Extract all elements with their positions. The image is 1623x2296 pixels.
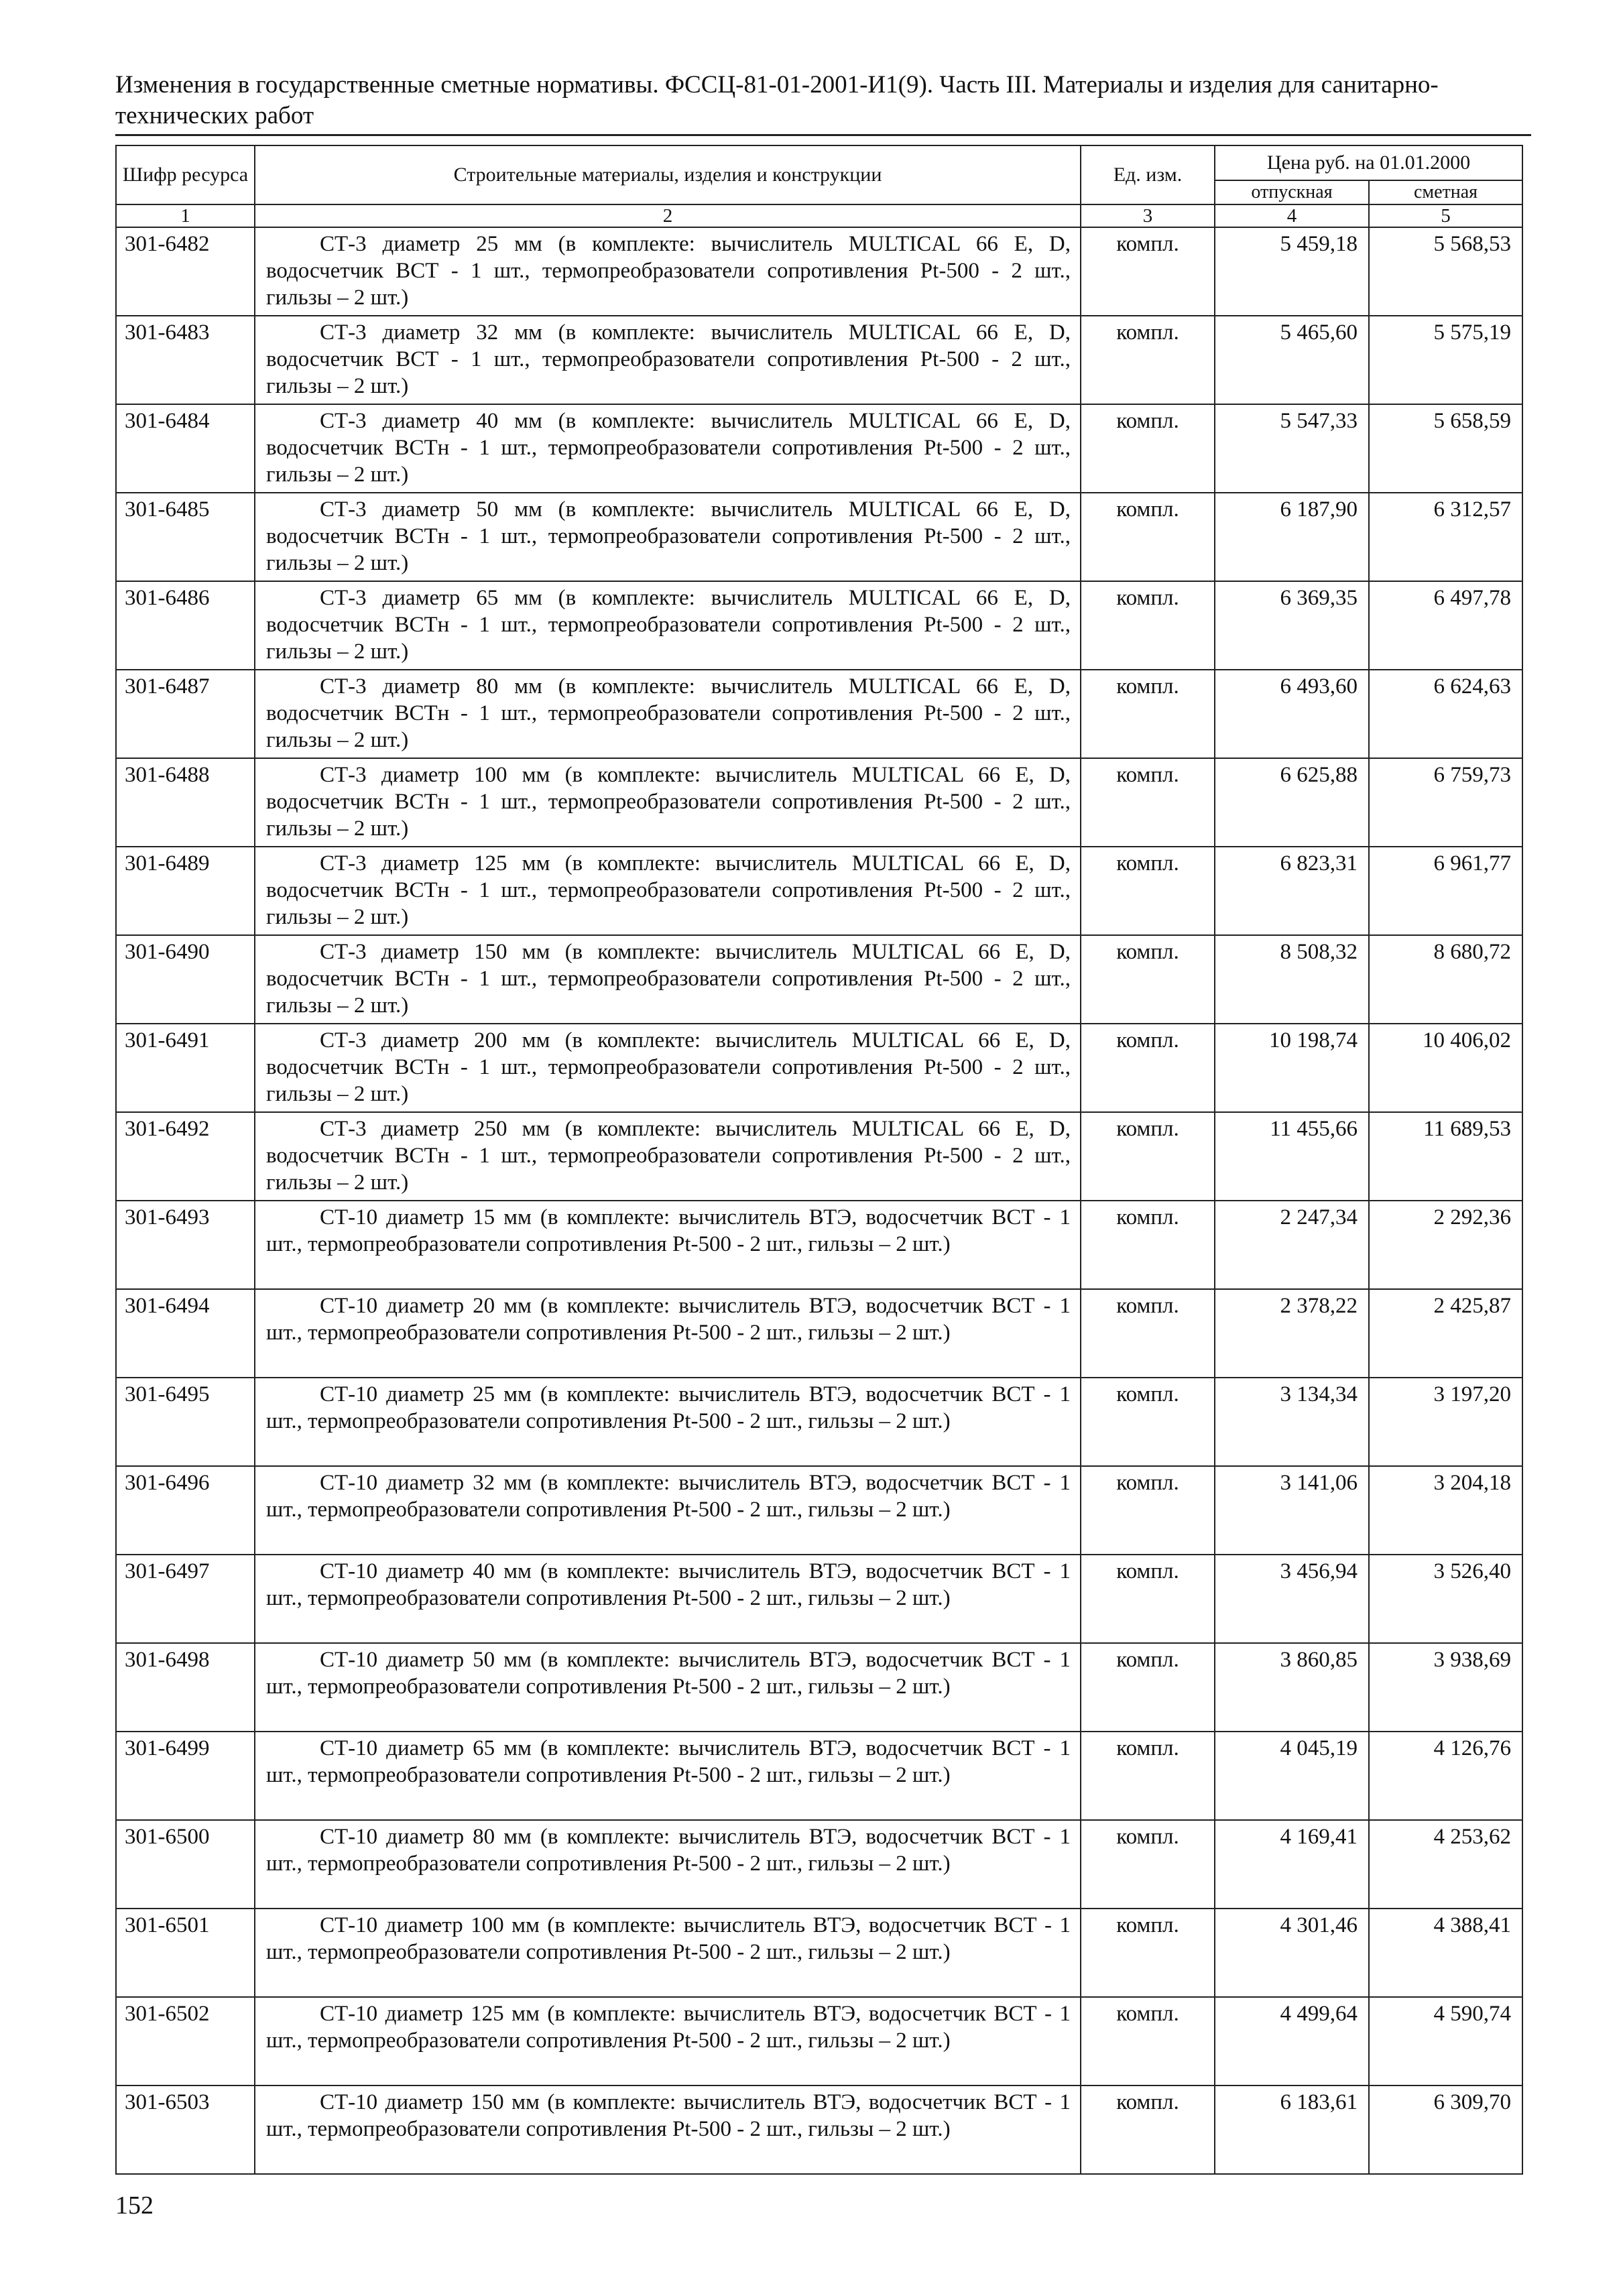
release-price: 2 247,34 [1215,1201,1369,1289]
material-description: СТ-3 диаметр 80 мм (в комплекте: вычислитель MULTICAL 66 E, D, водосчетчик ВСТн - 1 шт., термопреобразователи сопротивления Pt-500 - 2 шт., гильзы – 2 шт.) [255,670,1081,758]
unit-of-measure: компл. [1081,493,1215,581]
estimate-price: 6 497,78 [1369,581,1522,670]
resource-code: 301-6494 [116,1289,255,1378]
unit-of-measure: компл. [1081,1466,1215,1555]
estimate-price: 6 309,70 [1369,2086,1522,2174]
release-price: 5 465,60 [1215,316,1369,404]
estimate-price: 2 425,87 [1369,1289,1522,1378]
table-row [116,1820,1522,1909]
estimate-price: 3 197,20 [1369,1378,1522,1466]
unit-of-measure: компл. [1081,935,1215,1024]
estimate-price: 6 961,77 [1369,847,1522,935]
unit-of-measure: компл. [1081,1112,1215,1201]
table-row [116,1997,1522,2086]
release-price: 4 301,46 [1215,1909,1369,1997]
release-price: 6 493,60 [1215,670,1369,758]
estimate-price: 4 126,76 [1369,1732,1522,1820]
unit-of-measure: компл. [1081,581,1215,670]
material-description: СТ-10 диаметр 15 мм (в комплекте: вычислитель ВТЭ, водосчетчик ВСТ - 1 шт., термопреобразователи сопротивления Pt-500 - 2 шт., гильзы – 2 шт.) [255,1201,1081,1289]
price-table [115,145,1523,2175]
estimate-price: 11 689,53 [1369,1112,1522,1201]
resource-code: 301-6496 [116,1466,255,1555]
release-price: 4 045,19 [1215,1732,1369,1820]
column-number: 2 [255,204,1081,227]
release-price: 4 499,64 [1215,1997,1369,2086]
resource-code: 301-6483 [116,316,255,404]
table-row [116,1732,1522,1820]
unit-of-measure: компл. [1081,316,1215,404]
estimate-price: 2 292,36 [1369,1201,1522,1289]
estimate-price: 5 658,59 [1369,404,1522,493]
material-description: СТ-10 диаметр 32 мм (в комплекте: вычислитель ВТЭ, водосчетчик ВСТ - 1 шт., термопреобразователи сопротивления Pt-500 - 2 шт., гильзы – 2 шт.) [255,1466,1081,1555]
resource-code: 301-6501 [116,1909,255,1997]
table-row [116,1555,1522,1643]
resource-code: 301-6503 [116,2086,255,2174]
material-description: СТ-3 диаметр 125 мм (в комплекте: вычислитель MULTICAL 66 E, D, водосчетчик ВСТн - 1 шт., термопреобразователи сопротивления Pt-500 - 2 шт., гильзы – 2 шт.) [255,847,1081,935]
resource-code: 301-6500 [116,1820,255,1909]
material-description: СТ-10 диаметр 25 мм (в комплекте: вычислитель ВТЭ, водосчетчик ВСТ - 1 шт., термопреобразователи сопротивления Pt-500 - 2 шт., гильзы – 2 шт.) [255,1378,1081,1466]
estimate-price: 4 253,62 [1369,1820,1522,1909]
estimate-price: 8 680,72 [1369,935,1522,1024]
resource-code: 301-6492 [116,1112,255,1201]
table-row [116,581,1522,670]
release-price: 3 456,94 [1215,1555,1369,1643]
header-description: Строительные материалы, изделия и конструкции [255,145,1081,204]
resource-code: 301-6489 [116,847,255,935]
table-row [116,1112,1522,1201]
release-price: 2 378,22 [1215,1289,1369,1378]
unit-of-measure: компл. [1081,1201,1215,1289]
estimate-price: 6 624,63 [1369,670,1522,758]
column-number: 3 [1081,204,1215,227]
material-description: СТ-3 диаметр 100 мм (в комплекте: вычислитель MULTICAL 66 E, D, водосчетчик ВСТн - 1 шт., термопреобразователи сопротивления Pt-500 - 2 шт., гильзы – 2 шт.) [255,758,1081,847]
material-description: СТ-3 диаметр 250 мм (в комплекте: вычислитель MULTICAL 66 E, D, водосчетчик ВСТн - 1 шт., термопреобразователи сопротивления Pt-500 - 2 шт., гильзы – 2 шт.) [255,1112,1081,1201]
release-price: 5 459,18 [1215,227,1369,316]
estimate-price: 4 388,41 [1369,1909,1522,1997]
column-numbers-row [116,204,1522,227]
table-row [116,1466,1522,1555]
resource-code: 301-6498 [116,1643,255,1732]
material-description: СТ-10 диаметр 100 мм (в комплекте: вычислитель ВТЭ, водосчетчик ВСТ - 1 шт., термопреобразователи сопротивления Pt-500 - 2 шт., гильзы – 2 шт.) [255,1909,1081,1997]
release-price: 4 169,41 [1215,1820,1369,1909]
estimate-price: 6 759,73 [1369,758,1522,847]
unit-of-measure: компл. [1081,1997,1215,2086]
release-price: 6 625,88 [1215,758,1369,847]
column-number: 5 [1369,204,1522,227]
release-price: 3 134,34 [1215,1378,1369,1466]
page-number: 152 [115,2191,154,2220]
unit-of-measure: компл. [1081,758,1215,847]
table-row [116,316,1522,404]
resource-code: 301-6482 [116,227,255,316]
resource-code: 301-6499 [116,1732,255,1820]
estimate-price: 10 406,02 [1369,1024,1522,1112]
resource-code: 301-6497 [116,1555,255,1643]
release-price: 3 141,06 [1215,1466,1369,1555]
material-description: СТ-3 диаметр 200 мм (в комплекте: вычислитель MULTICAL 66 E, D, водосчетчик ВСТн - 1 шт., термопреобразователи сопротивления Pt-500 - 2 шт., гильзы – 2 шт.) [255,1024,1081,1112]
table-row [116,1378,1522,1466]
unit-of-measure: компл. [1081,1378,1215,1466]
estimate-price: 5 568,53 [1369,227,1522,316]
table-row [116,404,1522,493]
table-row [116,227,1522,316]
material-description: СТ-10 диаметр 150 мм (в комплекте: вычислитель ВТЭ, водосчетчик ВСТ - 1 шт., термопреобразователи сопротивления Pt-500 - 2 шт., гильзы – 2 шт.) [255,2086,1081,2174]
release-price: 3 860,85 [1215,1643,1369,1732]
estimate-price: 3 938,69 [1369,1643,1522,1732]
table-header [116,145,1522,227]
table-row [116,758,1522,847]
unit-of-measure: компл. [1081,1820,1215,1909]
unit-of-measure: компл. [1081,404,1215,493]
material-description: СТ-10 диаметр 40 мм (в комплекте: вычислитель ВТЭ, водосчетчик ВСТ - 1 шт., термопреобразователи сопротивления Pt-500 - 2 шт., гильзы – 2 шт.) [255,1555,1081,1643]
column-number: 1 [116,204,255,227]
unit-of-measure: компл. [1081,1289,1215,1378]
table-row [116,847,1522,935]
header-unit: Ед. изм. [1081,145,1215,204]
release-price: 8 508,32 [1215,935,1369,1024]
estimate-price: 3 526,40 [1369,1555,1522,1643]
release-price: 6 369,35 [1215,581,1369,670]
resource-code: 301-6495 [116,1378,255,1466]
unit-of-measure: компл. [1081,1643,1215,1732]
table-row [116,1643,1522,1732]
table-row [116,1201,1522,1289]
release-price: 10 198,74 [1215,1024,1369,1112]
estimate-price: 3 204,18 [1369,1466,1522,1555]
table-row [116,493,1522,581]
unit-of-measure: компл. [1081,1024,1215,1112]
table-row [116,2086,1522,2174]
release-price: 5 547,33 [1215,404,1369,493]
column-number: 4 [1215,204,1369,227]
material-description: СТ-10 диаметр 80 мм (в комплекте: вычислитель ВТЭ, водосчетчик ВСТ - 1 шт., термопреобразователи сопротивления Pt-500 - 2 шт., гильзы – 2 шт.) [255,1820,1081,1909]
unit-of-measure: компл. [1081,1732,1215,1820]
resource-code: 301-6502 [116,1997,255,2086]
header-divider [115,134,1531,136]
resource-code: 301-6487 [116,670,255,758]
unit-of-measure: компл. [1081,1909,1215,1997]
unit-of-measure: компл. [1081,2086,1215,2174]
material-description: СТ-10 диаметр 20 мм (в комплекте: вычислитель ВТЭ, водосчетчик ВСТ - 1 шт., термопреобразователи сопротивления Pt-500 - 2 шт., гильзы – 2 шт.) [255,1289,1081,1378]
resource-code: 301-6485 [116,493,255,581]
estimate-price: 6 312,57 [1369,493,1522,581]
table-row [116,1289,1522,1378]
header-estimate-price: сметная [1369,180,1522,204]
resource-code: 301-6491 [116,1024,255,1112]
header-release-price: отпускная [1215,180,1369,204]
material-description: СТ-3 диаметр 25 мм (в комплекте: вычислитель MULTICAL 66 E, D, водосчетчик ВСТ - 1 шт., термопреобразователи сопротивления Pt-500 - 2 шт., гильзы – 2 шт.) [255,227,1081,316]
material-description: СТ-3 диаметр 40 мм (в комплекте: вычислитель MULTICAL 66 E, D, водосчетчик ВСТн - 1 шт., термопреобразователи сопротивления Pt-500 - 2 шт., гильзы – 2 шт.) [255,404,1081,493]
resource-code: 301-6490 [116,935,255,1024]
page-title: Изменения в государственные сметные нормативы. ФССЦ-81-01-2001-И1(9). Часть III. Материалы и изделия для санитарно-технических работ [115,71,1439,129]
unit-of-measure: компл. [1081,670,1215,758]
table-body [116,227,1522,2174]
resource-code: 301-6486 [116,581,255,670]
material-description: СТ-3 диаметр 32 мм (в комплекте: вычислитель MULTICAL 66 E, D, водосчетчик ВСТ - 1 шт., термопреобразователи сопротивления Pt-500 - 2 шт., гильзы – 2 шт.) [255,316,1081,404]
release-price: 11 455,66 [1215,1112,1369,1201]
header-price: Цена руб. на 01.01.2000 [1215,145,1522,180]
resource-code: 301-6493 [116,1201,255,1289]
material-description: СТ-10 диаметр 65 мм (в комплекте: вычислитель ВТЭ, водосчетчик ВСТ - 1 шт., термопреобразователи сопротивления Pt-500 - 2 шт., гильзы – 2 шт.) [255,1732,1081,1820]
table-row [116,1909,1522,1997]
unit-of-measure: компл. [1081,227,1215,316]
table-row [116,935,1522,1024]
material-description: СТ-3 диаметр 65 мм (в комплекте: вычислитель MULTICAL 66 E, D, водосчетчик ВСТн - 1 шт., термопреобразователи сопротивления Pt-500 - 2 шт., гильзы – 2 шт.) [255,581,1081,670]
material-description: СТ-10 диаметр 125 мм (в комплекте: вычислитель ВТЭ, водосчетчик ВСТ - 1 шт., термопреобразователи сопротивления Pt-500 - 2 шт., гильзы – 2 шт.) [255,1997,1081,2086]
material-description: СТ-10 диаметр 50 мм (в комплекте: вычислитель ВТЭ, водосчетчик ВСТ - 1 шт., термопреобразователи сопротивления Pt-500 - 2 шт., гильзы – 2 шт.) [255,1643,1081,1732]
release-price: 6 187,90 [1215,493,1369,581]
release-price: 6 823,31 [1215,847,1369,935]
material-description: СТ-3 диаметр 50 мм (в комплекте: вычислитель MULTICAL 66 E, D, водосчетчик ВСТн - 1 шт., термопреобразователи сопротивления Pt-500 - 2 шт., гильзы – 2 шт.) [255,493,1081,581]
unit-of-measure: компл. [1081,1555,1215,1643]
unit-of-measure: компл. [1081,847,1215,935]
header-code: Шифр ресурса [116,145,255,204]
estimate-price: 5 575,19 [1369,316,1522,404]
resource-code: 301-6484 [116,404,255,493]
material-description: СТ-3 диаметр 150 мм (в комплекте: вычислитель MULTICAL 66 E, D, водосчетчик ВСТн - 1 шт., термопреобразователи сопротивления Pt-500 - 2 шт., гильзы – 2 шт.) [255,935,1081,1024]
estimate-price: 4 590,74 [1369,1997,1522,2086]
table-row [116,670,1522,758]
resource-code: 301-6488 [116,758,255,847]
release-price: 6 183,61 [1215,2086,1369,2174]
table-row [116,1024,1522,1112]
